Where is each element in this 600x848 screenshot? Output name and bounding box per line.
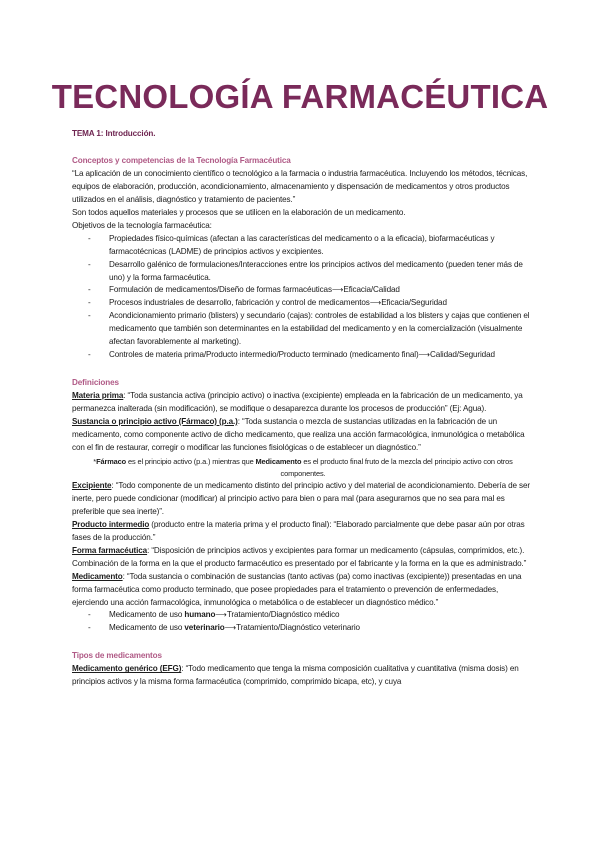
definition-generico bbox=[72, 663, 534, 689]
term: Forma farmacéutica bbox=[72, 545, 148, 555]
document-title: TECNOLOGÍA FARMACÉUTICA bbox=[51, 78, 549, 115]
section-heading-types: Tipos de medicamentos bbox=[72, 651, 162, 661]
section-heading-concepts: Conceptos y competencias de la Tecnología Farmacéutica bbox=[72, 155, 291, 165]
use-bold: veterinario bbox=[184, 623, 225, 633]
note-text: es el producto final fruto de la mezcla del principio activo con otros componentes. bbox=[280, 456, 513, 478]
term: Sustancia o principio activo (Fármaco) (p.a.) bbox=[72, 417, 238, 427]
definition-forma-farmaceutica bbox=[72, 545, 534, 571]
objectives-intro: Objetivos de la tecnología farmacéutica: bbox=[72, 220, 212, 230]
list-item: - Desarrollo galénico de formulaciones/Interacciones entre los principios activos del medicamento (pueden tener más de uno) y la forma farmacéutica. bbox=[108, 259, 534, 285]
list-item: - Controles de materia prima/Producto intermedio/Producto terminado (medicamento final)⟶Calidad/Seguridad bbox=[108, 349, 534, 362]
paragraph-materials: Son todos aquellos materiales y procesos que se utilicen en la elaboración de un medicamento. bbox=[72, 207, 406, 217]
term: Medicamento bbox=[72, 571, 123, 581]
note-text: es el principio activo (p.a.) mientras que bbox=[126, 456, 256, 466]
definition-text: : “Toda sustancia activa (principio activo) o inactiva (excipiente) empleada en la fabricación de un medicamento, ya permanezca inalterada (sin modificación), se modifique o desaparezca durante los procesos de producción” (Ej: Agua). bbox=[72, 391, 523, 414]
definition-text: : “Toda sustancia o mezcla de sustancias utilizadas en la fabricación de un medicamento, como componente activo de dicho medicamento, que realiza una acción farmacológica, inmunológica o metabólica con el fin de restaurar, corregir o modificar las funciones fisiológicas o de establecer un diagnóstico.” bbox=[72, 417, 525, 452]
term: Materia prima bbox=[72, 391, 124, 401]
note-term-farmaco: Fármaco bbox=[96, 456, 127, 466]
list-item: - Procesos industriales de desarrollo, fabricación y control de medicamentos⟶Eficacia/Seguridad bbox=[108, 297, 534, 310]
definition-text: : “Disposición de principios activos y excipientes para formar un medicamento (cápsulas, comprimidos, etc.). Combinación de la forma en la que el producto farmacéutico es presentado por el fabricante y la forma en la que es administrado.” bbox=[72, 545, 527, 568]
use-bold: humano bbox=[184, 610, 216, 620]
definition-excipiente bbox=[72, 480, 534, 519]
definition-quote: “La aplicación de un conocimiento científico o tecnológico a la farmacia o industria farmacéutica. Incluyendo los métodos, técnicas, equipos de elaboración, producción, acondicionamiento, almacenamiento y dispensación de medicamentos y otros productos utilizados en el análisis, diagnóstico y tratamiento de pacientes.” bbox=[72, 168, 528, 204]
list-item bbox=[108, 622, 534, 635]
list-item: - Acondicionamiento primario (blisters) y secundario (cajas): controles de estabilidad a los blisters y cajas que contienen el medicamento que también son determinantes en la estabilidad del medicamento y en la comercialización (visualmente afectan favorablemente al marketing). bbox=[108, 310, 534, 349]
definition-text: : “Todo medicamento que tenga la misma composición cualitativa y cuantitativa (misma dosis) en principios activos y la misma forma farmacéutica (comprimido, comprimido bicapa, etc), y cuya bbox=[72, 664, 519, 687]
definition-sustancia bbox=[72, 416, 534, 455]
use-text: Medicamento de uso bbox=[109, 610, 185, 620]
list-item bbox=[108, 609, 534, 622]
uses-list bbox=[72, 609, 534, 635]
footnote-farmaco-medicamento bbox=[82, 456, 524, 480]
definition-producto-intermedio bbox=[72, 519, 534, 545]
definition-medicamento bbox=[72, 571, 534, 610]
objectives-list bbox=[72, 233, 534, 363]
definition-text: (producto entre la materia prima y el producto final): “Elaborado parcialmente que debe pasar aún por otras fases de la producción.” bbox=[72, 519, 525, 542]
note-term-medicamento: Medicamento bbox=[255, 456, 302, 466]
definition-text: : “Toda sustancia o combinación de sustancias (tanto activas (pa) como inactivas (excipiente)) presentadas en una forma farmacéutica como producto terminado, que posee propiedades para el tratamiento o prevención de enfermedades, ejerciendo una acción farmacológica, inmunológica o metabólica o de establecer un diagnóstico médico.” bbox=[72, 571, 522, 607]
definition-text: : “Todo componente de un medicamento distinto del principio activo y del material de acondicionamiento. Debería de ser inerte, pero puede condicionar (modificar) al principio activo para bien o para mal (para asegurarnos que no sea para mal es preferible que sea inerte)”. bbox=[72, 480, 530, 516]
list-item: - Propiedades físico-químicas (afectan a las características del medicamento o a la eficacia), biofarmacéuticas y farmacotécnicas (LADME) de principios activos y excipientes. bbox=[108, 233, 534, 259]
term: Medicamento genérico (EFG) bbox=[72, 664, 182, 674]
definition-materia-prima bbox=[72, 390, 534, 416]
use-text: ⟶Tratamiento/Diagnóstico veterinario bbox=[224, 623, 360, 633]
document-body bbox=[72, 128, 534, 689]
term: Producto intermedio bbox=[72, 519, 150, 529]
topic-heading: TEMA 1: Introducción. bbox=[72, 129, 156, 138]
section-heading-definitions: Definiciones bbox=[72, 378, 119, 388]
use-text: Medicamento de uso bbox=[109, 623, 185, 633]
term: Excipiente bbox=[72, 480, 112, 490]
list-item: - Formulación de medicamentos/Diseño de formas farmacéuticas⟶Eficacia/Calidad bbox=[108, 284, 534, 297]
use-text: ⟶Tratamiento/Diagnóstico médico bbox=[215, 610, 340, 620]
note-marker: * bbox=[93, 456, 97, 466]
